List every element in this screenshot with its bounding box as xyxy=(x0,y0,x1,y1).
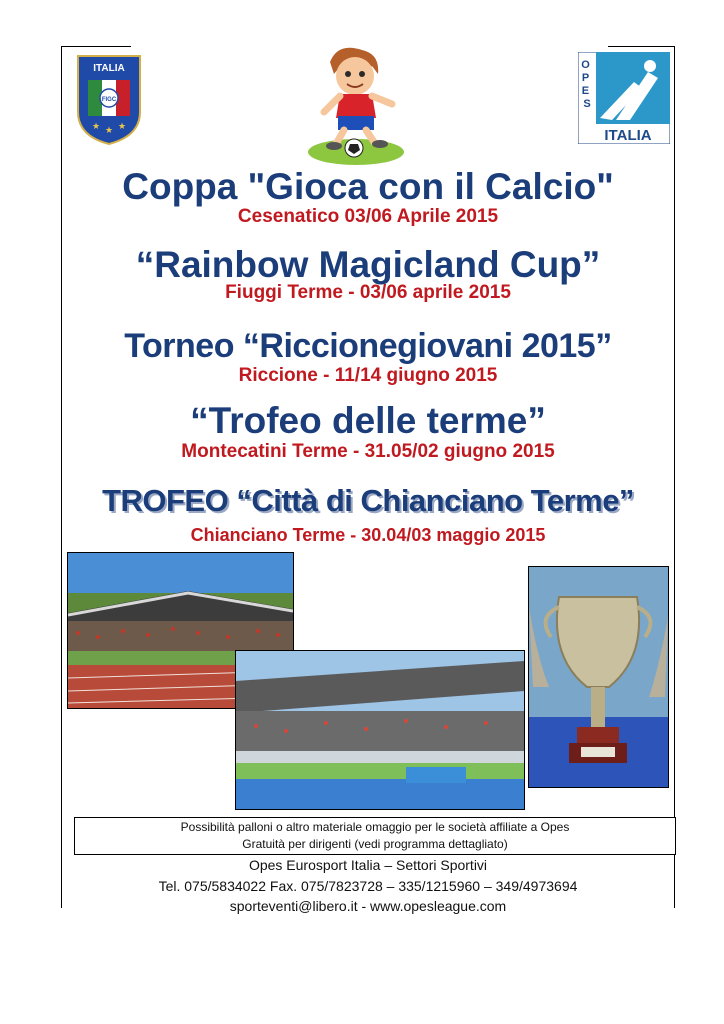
note-free-managers: Gratuità per dirigenti (vedi programma dettagliato) xyxy=(242,837,508,851)
contact-organization: Opes Eurosport Italia – Settori Sportivi xyxy=(248,857,488,873)
event-subtitle-chianciano: Chianciano Terme - 30.04/03 maggio 2015 xyxy=(190,525,546,545)
event-title-gioca-con-il-calcio: Coppa "Gioca con il Calcio" xyxy=(122,166,614,207)
opes-letter: E xyxy=(581,85,590,97)
contact-phones: Tel. 075/5834022 Fax. 075/7823728 – 335/1215960 – 349/4973694 xyxy=(158,878,578,894)
opes-letter: O xyxy=(581,59,590,71)
figc-badge-text: FIGC xyxy=(101,97,117,103)
opes-letter: P xyxy=(581,72,590,84)
footballer-mascot-illustration xyxy=(300,44,410,168)
event-subtitle-cesenatico: Cesenatico 03/06 Aprile 2015 xyxy=(237,206,499,227)
note-free-balls: Possibilità palloni o altro materiale omaggio per le società affiliate a Opes xyxy=(180,820,570,834)
frame-top-right-border xyxy=(608,46,675,47)
frame-top-left-border xyxy=(61,46,131,47)
trophies-photo xyxy=(528,566,669,788)
event-title-rainbow-magicland: “Rainbow Magicland Cup” xyxy=(135,244,601,285)
frame-right-border xyxy=(674,46,675,908)
event-subtitle-montecatini: Montecatini Terme - 31.05/02 giugno 2015 xyxy=(181,441,555,462)
event-title-trofeo-delle-terme: “Trofeo delle terme” xyxy=(190,400,546,441)
star-icon: ★ xyxy=(117,121,127,131)
contact-email-website[interactable]: sporteventi@libero.it - www.opesleague.com xyxy=(229,898,507,914)
star-icon: ★ xyxy=(104,125,114,135)
opes-bottom-text: ITALIA xyxy=(604,127,652,144)
event-subtitle-fiuggi: Fiuggi Terme - 03/06 aprile 2015 xyxy=(225,282,511,303)
opes-italia-logo xyxy=(578,52,670,144)
event-title-riccionegiovani: Torneo “Riccionegiovani 2015” xyxy=(124,327,612,365)
figc-italia-logo xyxy=(76,54,142,146)
grandstand-photo xyxy=(235,650,525,810)
event-title-chianciano: TROFEO “Città di Chianciano Terme” xyxy=(102,483,634,518)
star-icon: ★ xyxy=(91,121,101,131)
opes-letter: S xyxy=(583,98,591,110)
figc-top-text: ITALIA xyxy=(93,63,125,74)
event-subtitle-riccione: Riccione - 11/14 giugno 2015 xyxy=(238,365,498,386)
notes-box xyxy=(74,817,676,855)
